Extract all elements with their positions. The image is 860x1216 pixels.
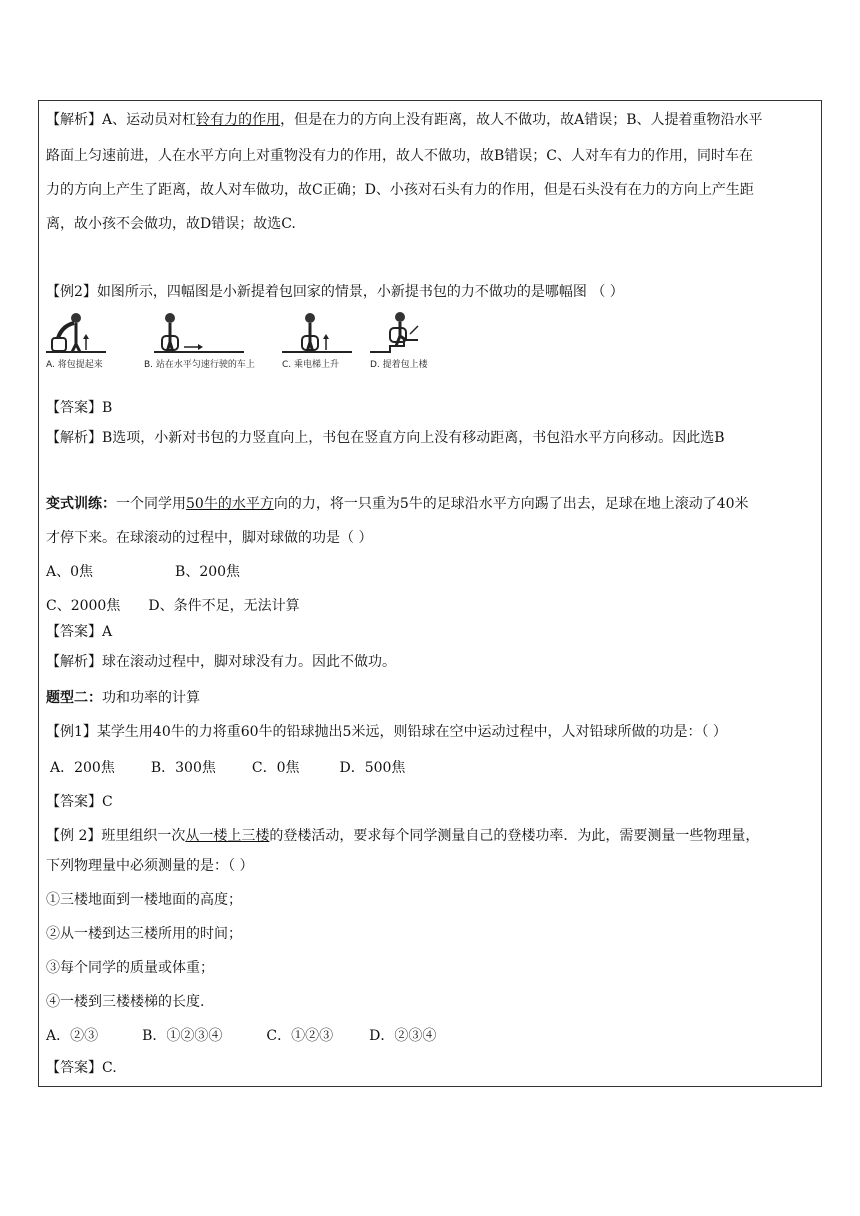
analysis-1-text: 【解析】A、运动员对杠 — [46, 112, 197, 128]
figure-c — [282, 312, 377, 370]
analysis-1-line-4: 离，故小孩不会做功，故D错误；故选C. — [46, 216, 296, 232]
example-2b-line-1 — [46, 826, 759, 846]
variant-label: 变式训练： — [46, 496, 116, 512]
analysis-1-line-2: 路面上匀速前进，人在水平方向上对重物没有力的作用，故人不做功，故B错误；C、人对车有力的作用，同时车在 — [46, 148, 753, 164]
analysis-1-line-3: 力的方向上产生了距离，故人对车做功，故C正确；D、小孩对石头有力的作用，但是石头没有在力的方向上产生距 — [46, 182, 754, 198]
figure-d — [370, 312, 470, 370]
variant-line-1 — [46, 494, 749, 514]
figure-b-drawing — [144, 312, 244, 356]
option-b: B、200焦 — [175, 564, 241, 580]
option-d: D．②③④ — [369, 1028, 437, 1044]
example-1b-answer: 【答案】C — [46, 794, 113, 810]
option-a: A．②③ — [46, 1028, 99, 1044]
figure-d-drawing — [370, 312, 440, 356]
list-item-4: ④一楼到三楼楼梯的长度. — [46, 994, 205, 1010]
option-c: C．①②③ — [266, 1028, 334, 1044]
example-2b-text: 【例 2】班里组织一次 — [46, 828, 186, 844]
example-2b-options — [46, 1026, 436, 1046]
figure-c-caption: C. 乘电梯上升 — [282, 360, 340, 370]
section-heading-type-2 — [46, 688, 200, 708]
variant-line-2: 才停下来。在球滚动的过程中，脚对球做的功是（ ） — [46, 530, 373, 546]
analysis-1-line-1 — [46, 110, 763, 130]
example-2-analysis: 【解析】B选项，小新对书包的力竖直向上，书包在竖直方向上没有移动距离，书包沿水平方向移动。因此选B — [46, 430, 725, 446]
list-item-1: ①三楼地面到一楼地面的高度； — [46, 892, 242, 908]
figure-strip — [46, 312, 486, 370]
variant-text-cont: 向的力，将一只重为5牛的足球沿水平方向踢了出去，足球在地上滚动了40米 — [273, 496, 749, 512]
figure-a-drawing — [46, 312, 106, 356]
figure-c-drawing — [282, 312, 352, 356]
figure-b — [144, 312, 284, 370]
underlined-phrase: 50牛的水平方 — [186, 496, 274, 512]
option-b: B．①②③④ — [142, 1028, 223, 1044]
option-d: D．500焦 — [339, 760, 406, 776]
option-a: A、0焦 — [46, 564, 94, 580]
figure-d-caption: D. 提着包上楼 — [370, 360, 428, 370]
option-a: A．200焦 — [50, 760, 115, 776]
figure-a-caption: A. 将包提起来 — [46, 360, 103, 370]
list-item-3: ③每个同学的质量或体重； — [46, 960, 214, 976]
option-c: C、2000焦 — [46, 598, 121, 614]
example-1b-options — [46, 758, 405, 778]
example-2b-answer: 【答案】C. — [46, 1060, 117, 1076]
example-2-question: 【例2】如图所示，四幅图是小新提着包回家的情景，小新提书包的力不做功的是哪幅图 （ ） — [46, 284, 624, 300]
example-2b-text-cont: 的登楼活动，要求每个同学测量自己的登楼功率．为此，需要测量一些物理量， — [269, 828, 760, 844]
list-item-2: ②从一楼到达三楼所用的时间； — [46, 926, 242, 942]
option-b: B．300焦 — [150, 760, 216, 776]
variant-options-cd — [46, 596, 300, 616]
figure-b-caption: B. 站在水平匀速行驶的车上 — [144, 360, 255, 370]
option-d: D、条件不足，无法计算 — [148, 598, 300, 614]
variant-answer: 【答案】A — [46, 624, 113, 640]
underlined-phrase: 从一楼上三楼 — [185, 828, 270, 844]
variant-text: 一个同学用 — [116, 496, 186, 512]
option-c: C．0焦 — [251, 760, 300, 776]
example-1b-question: 【例1】某学生用40牛的力将重60牛的铅球抛出5米远，则铅球在空中运动过程中，人对铅球所做的功是：（ ） — [46, 724, 727, 740]
variant-options-ab — [46, 562, 240, 582]
example-2-answer: 【答案】B — [46, 400, 113, 416]
variant-analysis: 【解析】球在滚动过程中，脚对球没有力。因此不做功。 — [46, 654, 396, 670]
section-heading-text: 功和功率的计算 — [102, 690, 200, 706]
figure-a — [46, 312, 141, 370]
analysis-1-text-cont: ，但是在力的方向上没有距离，故人不做功，故A错误；B、人提着重物沿水平 — [280, 112, 763, 128]
example-2b-line-2: 下列物理量中必须测量的是：（ ） — [46, 858, 254, 874]
underlined-phrase: 铃有力的作用 — [196, 112, 281, 128]
section-heading-label: 题型二： — [46, 690, 102, 706]
